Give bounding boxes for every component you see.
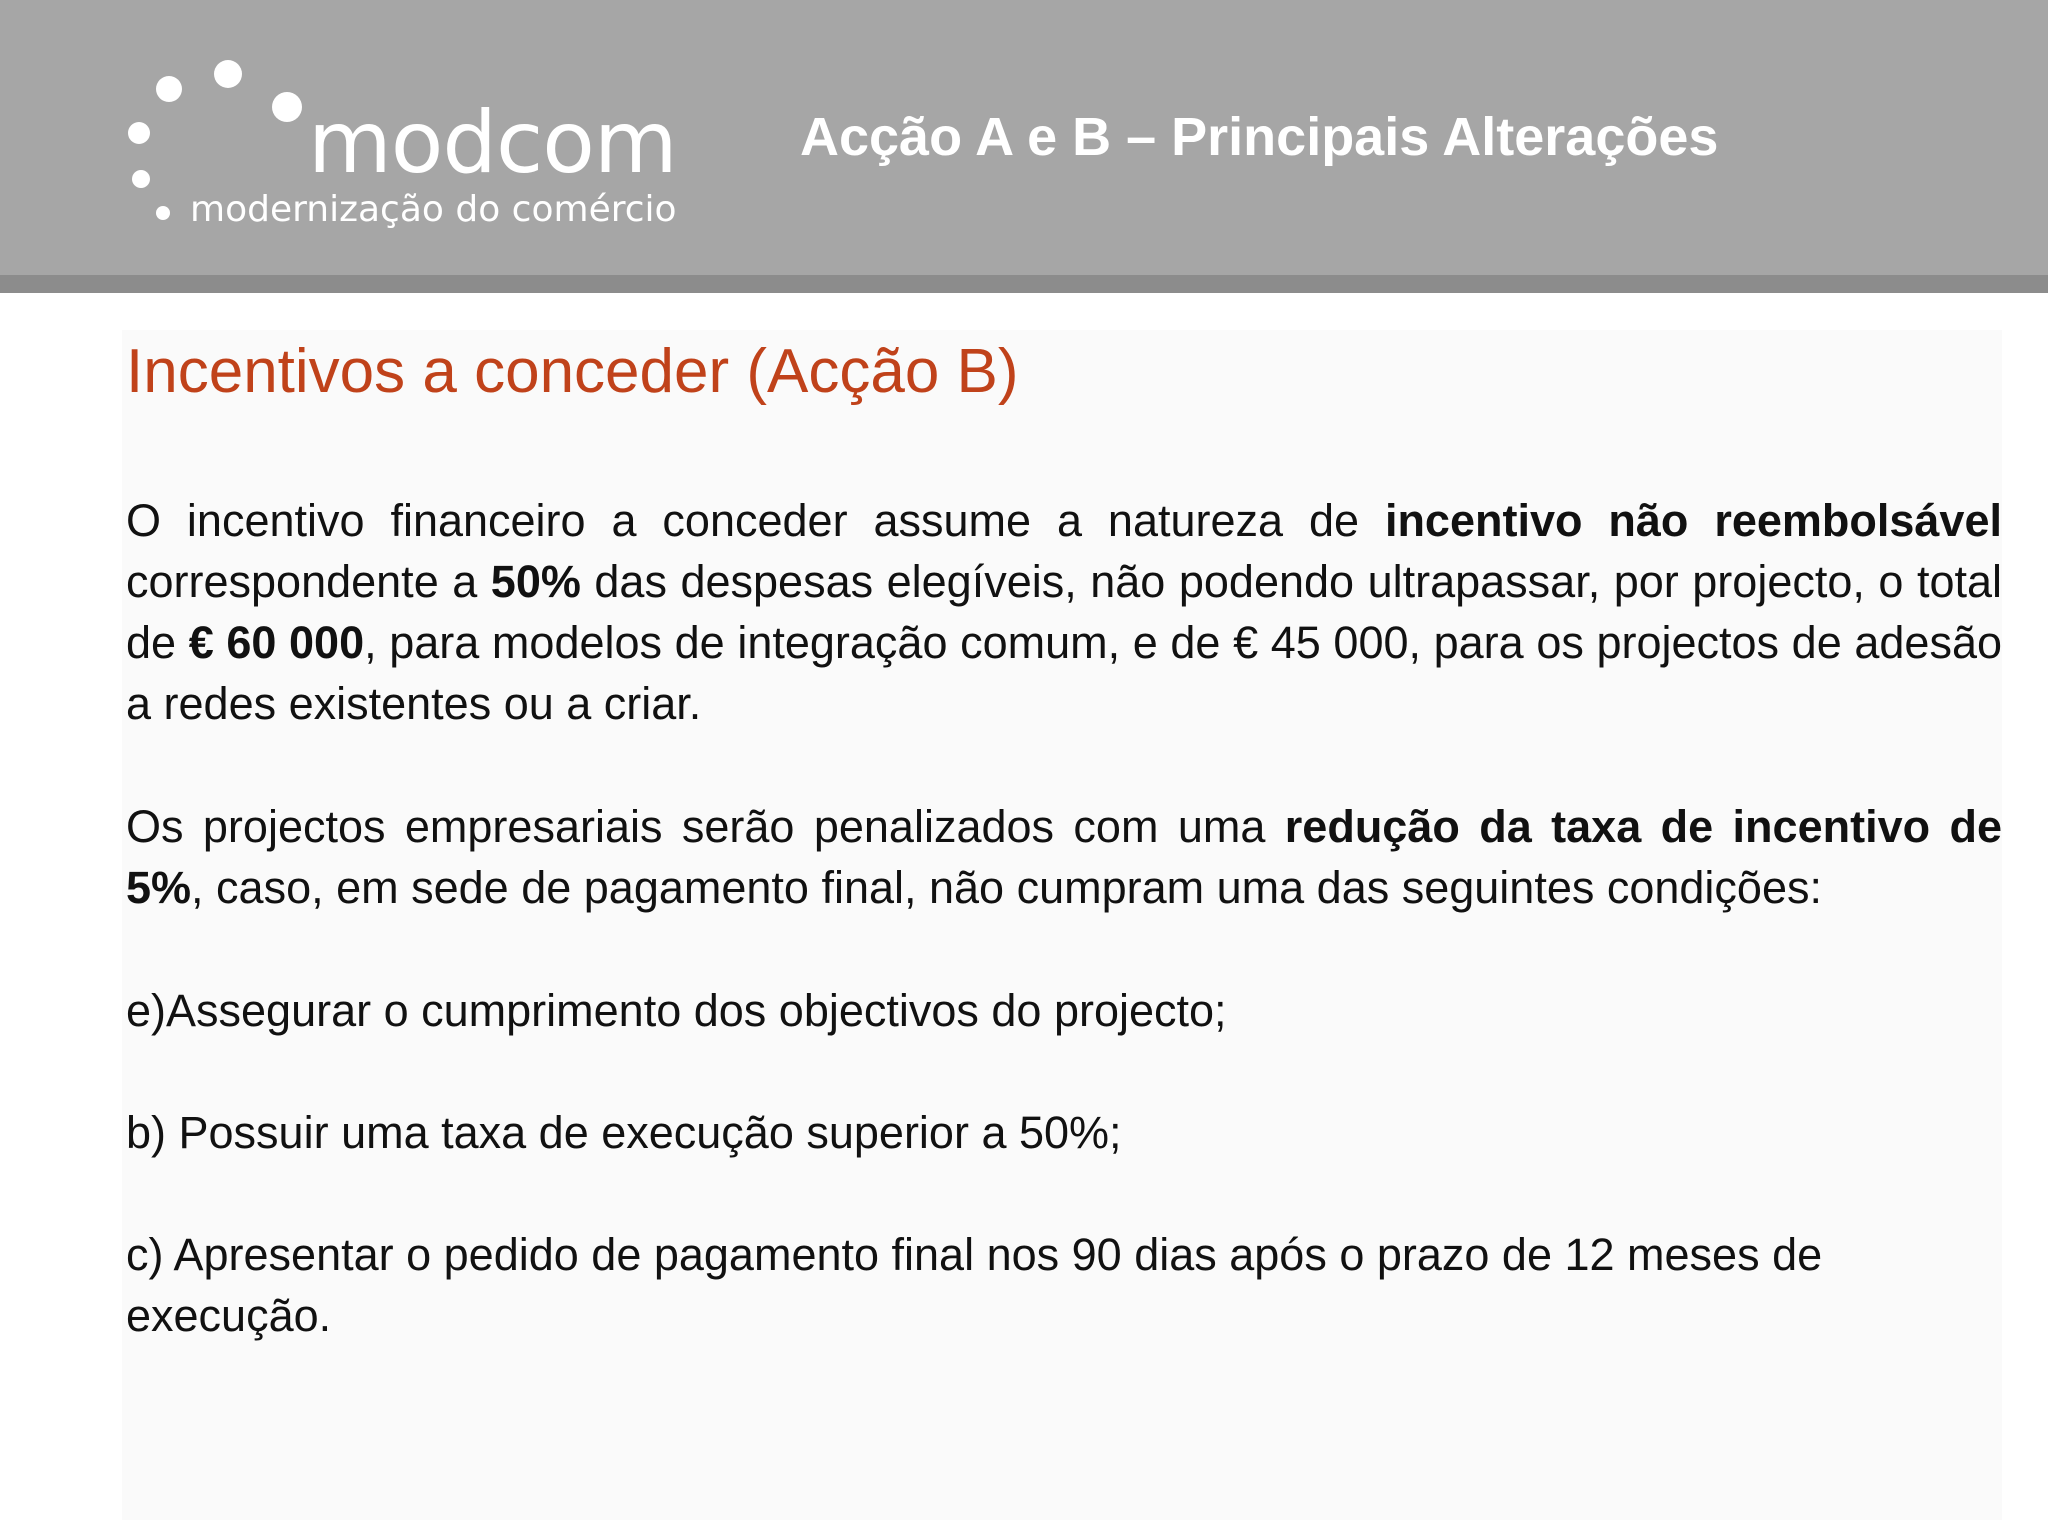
header-title: Acção A e B – Principais Alterações <box>800 107 1719 167</box>
bold-text-run: 50% <box>490 556 581 607</box>
section-title: Incentivos a conceder (Acção B) <box>126 337 1019 406</box>
text-run: correspondente a <box>126 556 491 607</box>
text-run: , para modelos de integração comum, e de € 45 000, para os projectos de adesão a redes existentes ou a criar. <box>126 617 2002 729</box>
text-run: Os projectos empresariais serão penalizados com uma <box>126 801 1285 852</box>
condition-item: e)Assegurar o cumprimento dos objectivos do projecto; <box>126 985 1227 1036</box>
bold-text-run: € 60 000 <box>188 617 365 668</box>
text-run: , caso, em sede de pagamento final, não cumpram uma das seguintes condições: <box>191 862 1822 913</box>
logo-dot <box>214 60 242 88</box>
logo-dot <box>128 122 150 144</box>
logo-dot <box>156 206 170 220</box>
condition-item: b) Possuir uma taxa de execução superior a 50%; <box>126 1107 1122 1158</box>
slide-body <box>126 490 2002 1407</box>
logo-dot <box>132 170 150 188</box>
bold-text-run: redução da taxa de incentivo de 5% <box>126 801 2003 913</box>
bold-text-run: incentivo não reembolsável <box>1384 495 2002 546</box>
text-run: O incentivo financeiro a conceder assume a natureza de <box>126 495 1385 546</box>
modcom-logo <box>120 50 680 250</box>
logo-wordmark: modcom <box>308 93 677 193</box>
condition-item: c) Apresentar o pedido de pagamento final nos 90 dias após o prazo de 12 meses de execução. <box>126 1229 1823 1341</box>
paragraph-penalty <box>126 796 2002 918</box>
text-run: das despesas elegíveis, não podendo ultrapassar, por projecto, o total de <box>126 556 2003 668</box>
paragraph-incentive <box>126 490 2002 734</box>
logo-dot <box>272 92 302 122</box>
header-bar <box>0 0 2048 275</box>
logo-tagline: modernização do comércio <box>190 189 677 230</box>
logo-dot <box>156 76 182 102</box>
header-divider <box>0 275 2048 293</box>
